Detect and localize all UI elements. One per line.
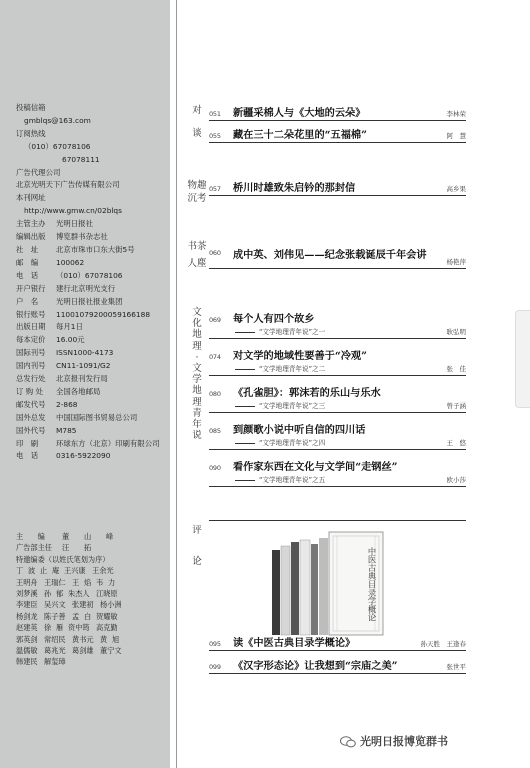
info-row [16,257,159,270]
editor-name: 温儒敏 [16,646,38,656]
editor-name: 李建臣 [16,600,38,610]
toc-entry[interactable]: 085 到颜歌小说中听自信的四川话 “文学地理青年说”之四 王 悠 [209,421,466,450]
toc-entry[interactable]: 060 成中英、刘伟见——纪念张载诞辰千年会讲 杨艳萍 [209,240,466,269]
info-row [16,218,159,231]
editor-names-row [16,577,128,588]
publication-info [16,102,159,463]
info-key: 主管主办 [16,219,46,229]
info-value: 100062 [56,257,85,267]
editor-name: 韦 [96,577,104,587]
info-value: gmblqs@163.com [24,115,91,125]
info-key: 每本定价 [16,335,46,345]
page-tab[interactable] [515,310,530,408]
info-row [16,412,159,425]
info-key: 订阅热线 [16,128,46,138]
editor-name: 陈子善 [44,611,66,621]
info-key: 订 购 处 [16,386,43,396]
info-key: 投稿信箱 [16,103,46,112]
toc-entry[interactable]: 074 对文学的地域性要善于“冷观” “文学地理青年说”之二 张 佳 [209,347,466,376]
editor-name: 王明舟 [16,577,38,587]
info-key: 电 话 [16,270,39,280]
info-key: 国际刊号 [16,348,46,358]
divider [176,0,177,768]
special-editors-label: 特邀编委（以姓氏笔划为序） [16,554,110,564]
editor-name: 焰 [84,577,92,587]
info-value: （010）67078106 [56,270,123,280]
info-value: http://www.gmw.cn/02blqs [24,206,122,216]
toc-entry[interactable]: 055 藏在三十二朵花里的“五福棉” 阿 慧 [209,126,466,143]
editor-names-row [16,611,128,622]
info-row [16,360,159,373]
info-row [16,438,159,451]
info-key: 邮发代号 [16,399,46,409]
info-row [16,334,159,347]
editor-name: 白 [84,611,92,621]
toc-entry[interactable]: 051 新疆采棉人与《大地的云朵》 李林荣 [209,104,466,121]
info-key: 本刊网址 [16,193,46,203]
info-row [16,283,159,296]
editor-name: 赵建英 [16,623,38,633]
info-value: 67078111 [62,154,100,164]
footer-text: 光明日报博览群书 [360,735,448,748]
info-row [16,115,159,128]
info-value: 每月1日 [56,322,83,332]
editor-names-row [16,645,128,656]
editor-name: 朱杰人 [68,589,90,599]
ad-director-label: 广告部主任 [16,543,52,553]
info-value: ISSN1000-4173 [56,348,114,358]
editor-name: 王 [72,577,80,587]
editor-names-row [16,656,128,667]
info-value: 0316-5922090 [56,451,111,461]
chief-editor-name: 董 山 峰 [62,532,114,541]
editor-name: 常绍民 [44,634,66,644]
info-key: 电 话 [16,451,39,461]
editor-name: 郁 [56,589,64,599]
toc-entry[interactable]: 057 桥川时雄致朱启钤的那封信 高乡果 [209,179,466,196]
editor-name: 解玺璋 [44,657,66,667]
info-key: 银行账号 [16,309,46,319]
info-key: 北京光明天下广告传媒有限公司 [16,180,120,190]
category-label: 对 谈 [192,105,202,139]
info-key: 邮 编 [16,257,39,267]
editor-names-row [16,599,128,610]
ad-director-name: 汪 拓 [62,543,92,553]
editor-name: 止 [40,566,48,576]
editor-names-row [16,565,128,576]
info-value: 环球东方（北京）印刷有限公司 [56,438,160,448]
category-label: 评 论 [192,525,202,567]
info-row [16,270,159,283]
editor-name: 黄书元 [72,634,94,644]
category-label: 物趣 沉考 [187,180,207,204]
editor-name: 资中筠 [68,623,90,633]
info-row [16,102,159,115]
info-key: 出版日期 [16,322,46,332]
wechat-icon [340,736,356,748]
editor-name: 张建初 [72,600,94,610]
editor-name: 旭 [112,634,120,644]
category-label: 书茶 人塵 [187,241,207,269]
editor-name: 葛剑雄 [72,646,94,656]
info-value: 中国国际图书贸易总公司 [56,412,138,422]
info-value: 北京市珠市口东大街5号 [56,244,135,254]
info-key: 广告代理公司 [16,167,61,177]
editor-name: 丁 [16,566,24,576]
editor-names-row [16,588,128,599]
info-key: 印 刷 [16,438,39,448]
editor-name: 江晓原 [96,589,118,599]
footer-watermark [340,733,448,749]
editor-name: 王瑞仁 [44,577,66,587]
info-key: 国内刊号 [16,361,46,371]
editor-name: 徐 [44,623,52,633]
editor-name: 孟 [72,611,80,621]
editor-names-row [16,622,128,633]
editor-name: 吴兴文 [44,600,66,610]
info-key: 开户银行 [16,283,46,293]
info-key: 总发行处 [16,374,46,384]
editor-name: 郭英剑 [16,634,38,644]
info-key: 编辑出版 [16,232,46,242]
info-row [16,179,159,192]
info-row [16,141,159,154]
info-row [16,192,159,205]
editor-name: 葛兆光 [44,646,66,656]
editor-name: 刘梦溪 [16,589,38,599]
info-value: 11001079200059166188 [56,309,151,319]
editor-name: 庵 [52,566,60,576]
editor-name: 孙 [44,589,52,599]
info-value: 光明日报社报业集团 [56,296,123,306]
toc-entry[interactable]: 095 读《中医古典目录学概论》 孙天胜 王逢春 [209,634,466,651]
info-row [16,450,159,463]
info-value: CN11-1091/G2 [56,361,111,371]
info-value: 2-868 [56,399,78,409]
info-row [16,425,159,438]
info-key: 国外代号 [16,425,46,435]
info-row [16,386,159,399]
editor-name: 杨小洲 [100,600,122,610]
info-row [16,154,159,167]
info-key: 国外总发 [16,412,46,422]
info-value: 光明日报社 [56,219,93,229]
editor-name: 杨剑龙 [16,611,38,621]
info-value: 16.00元 [56,335,85,345]
info-row [16,167,159,180]
category-label: 文 化 地 理 · 文 学 地 理 青 年 说 [192,307,202,442]
toc-entry[interactable]: 080 《孔雀胆》：郭沫若的乐山与乐水 “文学地理青年说”之三 曾子涵 [209,384,466,413]
info-row [16,231,159,244]
info-row [16,321,159,334]
info-row [16,399,159,412]
chief-editor-label: 主 编 [16,532,45,541]
info-value: M785 [56,425,77,435]
editor-name: 韩建民 [16,657,38,667]
info-value: 全国各地邮局 [56,386,101,396]
book-cover-title: 中医古典目录学概论 [367,546,377,622]
info-value: （010）67078106 [24,141,91,151]
editor-name: 波 [28,566,36,576]
editor-name: 高克勤 [96,623,118,633]
editor-name: 王余光 [92,566,114,576]
info-row [16,205,159,218]
info-value: 博览群书杂志社 [56,232,108,242]
info-row [16,373,159,386]
editor-name: 贺耀敏 [96,611,118,621]
info-row [16,128,159,141]
info-value: 建行北京明光支行 [56,283,116,293]
info-row [16,347,159,360]
staff-list [16,531,128,668]
info-row [16,296,159,309]
editor-name: 黄 [100,634,108,644]
info-row [16,244,159,257]
editor-names-row [16,634,128,645]
info-row [16,309,159,322]
info-key: 户 名 [16,296,39,306]
editor-name: 董宁文 [100,646,122,656]
special-editors-names [16,565,128,668]
editor-name: 雁 [56,623,64,633]
editor-name: 王兴康 [64,566,86,576]
info-key: 社 址 [16,244,39,254]
toc-entry[interactable]: 069 每个人有四个故乡 “文学地理青年说”之一 耿弘明 [209,310,466,339]
toc-entry[interactable]: 090 看作家东西在文化与文学间“走钢丝” “文学地理青年说”之五 欧小莎 [209,458,466,487]
editor-name: 力 [108,577,116,587]
info-value: 北京报刊发行局 [56,374,108,384]
toc-entry[interactable]: 099 《汉字形态论》让我想到“宗庙之美” 张世平 [209,657,466,674]
